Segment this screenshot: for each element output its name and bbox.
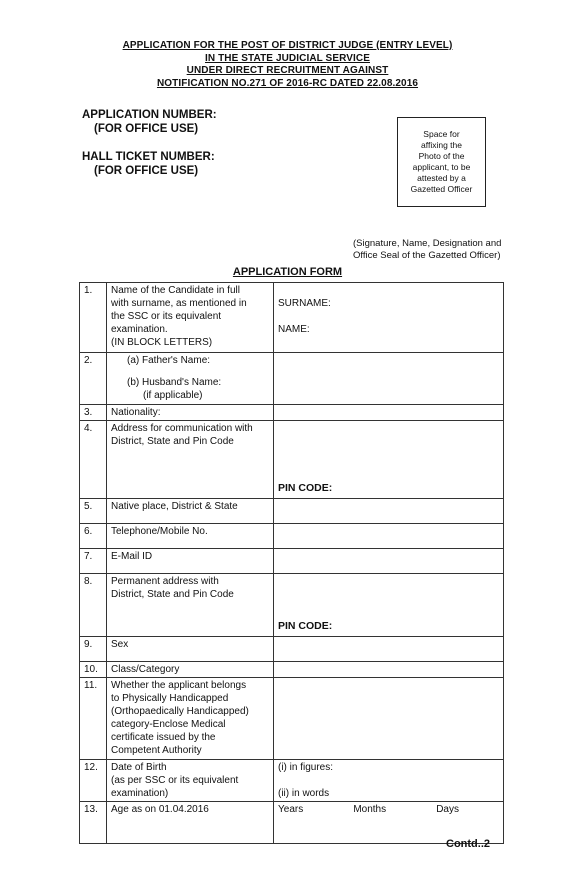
question-text: (b) Husband's Name: <box>127 377 222 388</box>
question-text: District, State and Pin Code <box>111 436 234 447</box>
signature-note-line: Office Seal of the Gazetted Officer) <box>353 250 501 261</box>
answer-cell[interactable] <box>274 549 504 574</box>
question-cell <box>107 678 274 760</box>
question-cell <box>107 760 274 802</box>
surname-label: SURNAME: <box>278 298 331 309</box>
question-cell: Class/Category <box>107 662 274 678</box>
hall-ticket-number-note: (FOR OFFICE USE) <box>94 165 199 177</box>
name-label: NAME: <box>278 324 310 335</box>
years-label: Years <box>278 804 304 815</box>
row-number: 11. <box>80 678 107 760</box>
question-text: (Orthopaedically Handicapped) <box>111 706 249 717</box>
answer-cell[interactable] <box>274 524 504 549</box>
question-text: (as per SSC or its equivalent <box>111 775 239 786</box>
age-fields <box>278 803 499 816</box>
table-row <box>80 662 504 678</box>
document-header <box>0 40 575 90</box>
photo-line: affixing the <box>421 140 462 150</box>
header-line-4: NOTIFICATION NO.271 OF 2016-RC DATED 22.08.2016 <box>156 77 419 89</box>
question-cell: Nationality: <box>107 405 274 421</box>
application-number-block <box>82 108 217 136</box>
question-cell: E-Mail ID <box>107 549 274 574</box>
table-row <box>80 549 504 574</box>
question-cell <box>107 574 274 637</box>
question-text: examination) <box>111 788 169 799</box>
table-row <box>80 421 504 499</box>
table-row <box>80 499 504 524</box>
answer-cell[interactable] <box>274 353 504 405</box>
row-number: 9. <box>80 637 107 662</box>
table-row <box>80 637 504 662</box>
question-text: the SSC or its equivalent <box>111 311 222 322</box>
continued-note: Contd..2 <box>446 838 490 850</box>
header-line-2: IN THE STATE JUDICIAL SERVICE <box>205 52 370 64</box>
application-number-label: APPLICATION NUMBER: <box>82 109 217 121</box>
table-row <box>80 405 504 421</box>
row-number: 13. <box>80 802 107 844</box>
signature-note <box>353 238 501 262</box>
table-row <box>80 678 504 760</box>
table-row <box>80 353 504 405</box>
answer-cell[interactable] <box>274 637 504 662</box>
photo-line: applicant, to be <box>412 162 471 172</box>
row-number: 8. <box>80 574 107 637</box>
row-number: 12. <box>80 760 107 802</box>
row-number: 6. <box>80 524 107 549</box>
table-row <box>80 760 504 802</box>
hall-ticket-number-label: HALL TICKET NUMBER: <box>82 151 215 163</box>
question-text: certificate issued by the <box>111 732 216 743</box>
photo-line: Space for <box>423 129 460 139</box>
hall-ticket-number-block <box>82 150 215 178</box>
pin-code-label: PIN CODE: <box>278 620 333 632</box>
photo-instruction <box>402 129 482 195</box>
days-label: Days <box>436 804 459 815</box>
photo-line: Gazetted Officer <box>410 184 473 194</box>
row-number: 5. <box>80 499 107 524</box>
question-text: Date of Birth <box>111 762 167 773</box>
question-cell: Sex <box>107 637 274 662</box>
question-text: Whether the applicant belongs <box>111 680 247 691</box>
question-text: Name of the Candidate in full <box>111 285 240 296</box>
dob-words-label: (ii) in words <box>278 788 330 799</box>
question-text: to Physically Handicapped <box>111 693 229 704</box>
question-cell <box>107 353 274 405</box>
question-text: (if applicable) <box>143 390 203 401</box>
table-row <box>80 574 504 637</box>
row-number: 2. <box>80 353 107 405</box>
table-row <box>80 802 504 844</box>
table-row <box>80 524 504 549</box>
question-text: (a) Father's Name: <box>127 355 211 366</box>
question-text: Permanent address with <box>111 576 219 587</box>
pin-code-label: PIN CODE: <box>278 482 333 494</box>
application-form-table <box>79 282 504 844</box>
question-text: (IN BLOCK LETTERS) <box>111 337 213 348</box>
question-cell: Telephone/Mobile No. <box>107 524 274 549</box>
question-cell <box>107 421 274 499</box>
header-line-3: UNDER DIRECT RECRUITMENT AGAINST <box>186 65 389 76</box>
question-text: Competent Authority <box>111 745 202 756</box>
question-text: with surname, as mentioned in <box>111 298 247 309</box>
question-text: District, State and Pin Code <box>111 589 234 600</box>
photo-box <box>397 117 486 207</box>
question-cell: Native place, District & State <box>107 499 274 524</box>
application-number-note: (FOR OFFICE USE) <box>94 123 199 135</box>
row-number: 10. <box>80 662 107 678</box>
dob-figures-label: (i) in figures: <box>278 762 334 773</box>
header-line-1: APPLICATION FOR THE POST OF DISTRICT JUDGE (ENTRY LEVEL) <box>122 40 453 51</box>
question-text: category-Enclose Medical <box>111 719 226 730</box>
row-number: 3. <box>80 405 107 421</box>
photo-line: attested by a <box>417 173 466 183</box>
answer-cell[interactable] <box>274 678 504 760</box>
question-text: Address for communication with <box>111 423 253 434</box>
row-number: 1. <box>80 283 107 353</box>
form-title: APPLICATION FORM <box>232 266 343 278</box>
table-row <box>80 283 504 353</box>
answer-cell[interactable] <box>274 760 504 802</box>
photo-line: Photo of the <box>418 151 465 161</box>
question-cell <box>107 283 274 353</box>
row-number: 7. <box>80 549 107 574</box>
months-label: Months <box>353 804 387 815</box>
answer-cell[interactable] <box>274 421 504 499</box>
answer-cell[interactable] <box>274 499 504 524</box>
question-text: examination. <box>111 324 168 335</box>
answer-cell[interactable] <box>274 283 504 353</box>
answer-cell[interactable] <box>274 662 504 678</box>
row-number: 4. <box>80 421 107 499</box>
signature-note-line: (Signature, Name, Designation and <box>353 238 502 249</box>
question-cell: Age as on 01.04.2016 <box>107 802 274 844</box>
answer-cell[interactable] <box>274 574 504 637</box>
answer-cell[interactable] <box>274 405 504 421</box>
